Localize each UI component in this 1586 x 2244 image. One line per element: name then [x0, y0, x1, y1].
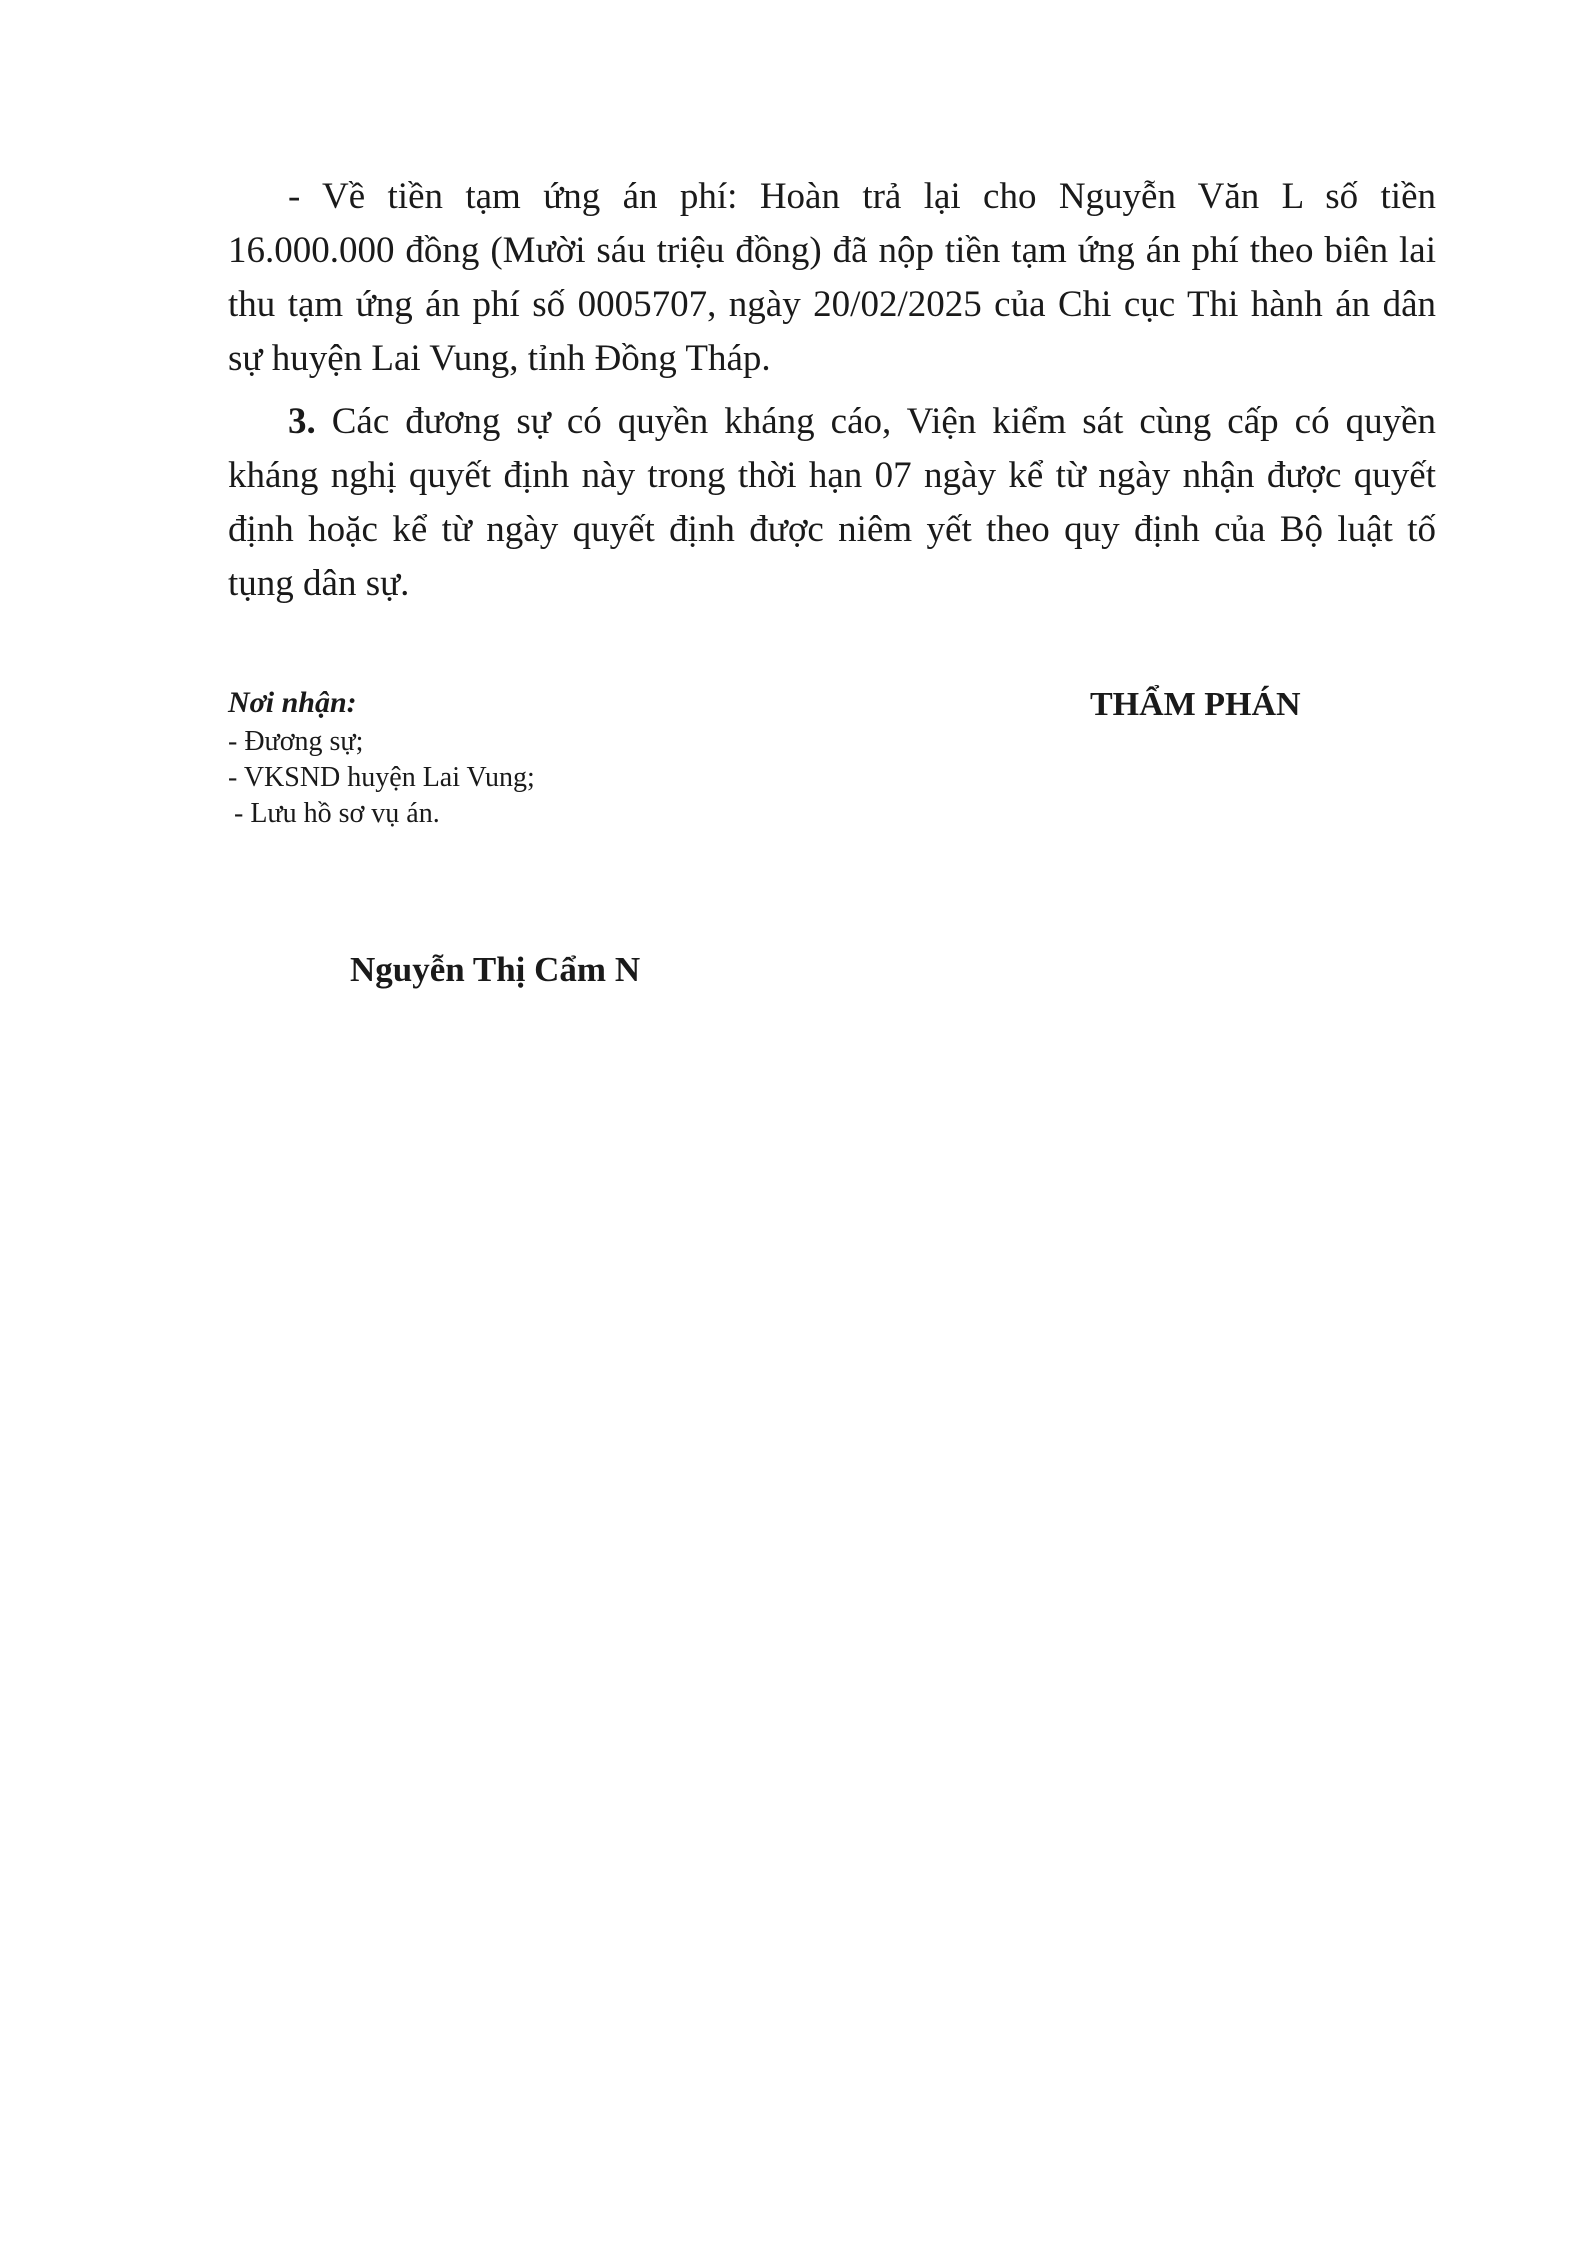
paragraph-line: - Về tiền tạm ứng án phí: Hoàn trả lại cho Nguyễn Văn L số tiền [288, 176, 1436, 217]
recipient-item: - Lưu hồ sơ vụ án. [234, 798, 440, 829]
clause-number: 3. [288, 401, 316, 442]
paragraph-line: thu tạm ứng án phí số 0005707, ngày 20/02/2025 của Chi cục Thi hành án dân [228, 284, 1436, 325]
paragraph-line [228, 395, 1436, 449]
recipient-item: - VKSND huyện Lai Vung; [228, 762, 535, 793]
paragraph-line: tụng dân sự. [228, 563, 410, 604]
paragraph-line: sự huyện Lai Vung, tỉnh Đồng Tháp. [228, 338, 771, 379]
recipients-title: Nơi nhận: [228, 686, 357, 719]
appeal-rights-paragraph [228, 395, 1436, 611]
judge-name: Nguyễn Thị Cẩm N [350, 950, 641, 989]
recipient-item: - Đương sự; [228, 726, 364, 757]
judge-title: THẨM PHÁN [1090, 686, 1301, 723]
fee-refund-paragraph [228, 170, 1436, 386]
paragraph-line-text: Các đương sự có quyền kháng cáo, Viện kiểm sát cùng cấp có quyền [315, 401, 1436, 442]
paragraph-line: kháng nghị quyết định này trong thời hạn 07 ngày kể từ ngày nhận được quyết [228, 455, 1436, 496]
paragraph-line: định hoặc kể từ ngày quyết định được niêm yết theo quy định của Bộ luật tố [228, 509, 1436, 550]
paragraph-line: 16.000.000 đồng (Mười sáu triệu đồng) đã nộp tiền tạm ứng án phí theo biên lai [228, 230, 1436, 271]
